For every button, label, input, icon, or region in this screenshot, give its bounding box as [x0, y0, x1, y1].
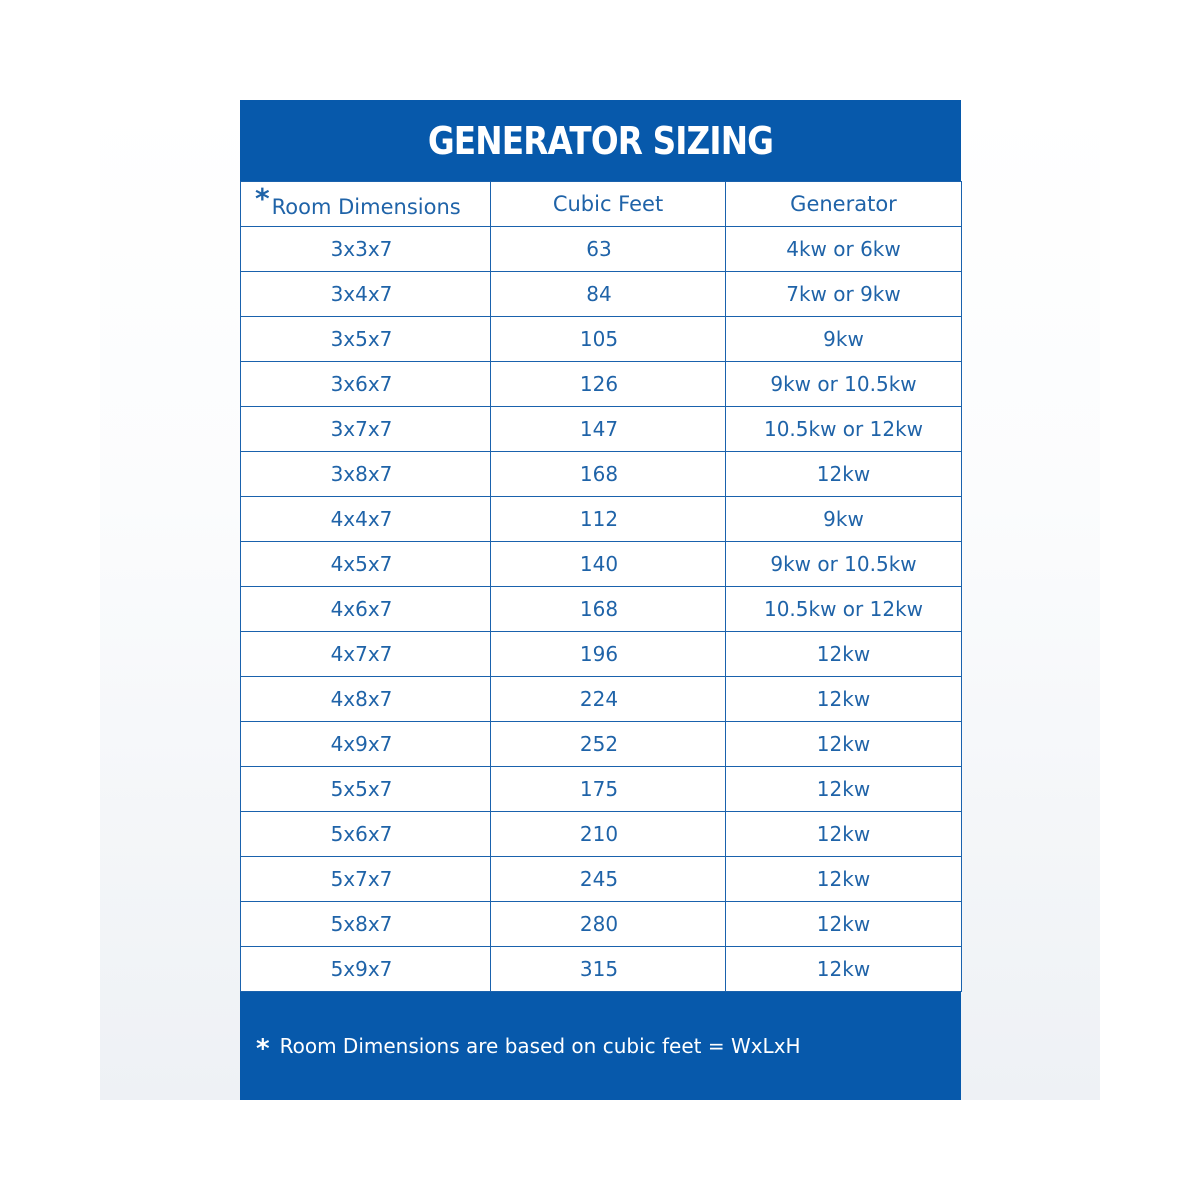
generator-sizing-card — [240, 100, 961, 1100]
cell-room-dimensions: 4x7x7 — [241, 632, 491, 677]
cell-room-dimensions: 4x8x7 — [241, 677, 491, 722]
table-row — [241, 317, 962, 362]
cell-room-dimensions: 4x5x7 — [241, 542, 491, 587]
cell-room-dimensions: 3x5x7 — [241, 317, 491, 362]
cell-generator: 9kw — [726, 497, 962, 542]
cell-generator: 10.5kw or 12kw — [726, 407, 962, 452]
table-row — [241, 902, 962, 947]
cell-cubic-feet: 252 — [491, 722, 726, 767]
table-row — [241, 407, 962, 452]
cell-cubic-feet: 168 — [491, 587, 726, 632]
cell-cubic-feet: 280 — [491, 902, 726, 947]
table-row — [241, 947, 962, 992]
table-row — [241, 362, 962, 407]
cell-cubic-feet: 175 — [491, 767, 726, 812]
cell-room-dimensions: 4x9x7 — [241, 722, 491, 767]
header-room-dimensions-label: Room Dimensions — [271, 194, 461, 219]
cell-room-dimensions: 3x7x7 — [241, 407, 491, 452]
table-row — [241, 587, 962, 632]
cell-cubic-feet: 196 — [491, 632, 726, 677]
header-cubic-feet: Cubic Feet — [491, 182, 726, 227]
footnote — [256, 1030, 801, 1064]
header-generator: Generator — [726, 182, 962, 227]
cell-cubic-feet: 245 — [491, 857, 726, 902]
cell-generator: 9kw — [726, 317, 962, 362]
cell-generator: 12kw — [726, 947, 962, 992]
cell-room-dimensions: 5x9x7 — [241, 947, 491, 992]
cell-room-dimensions: 3x6x7 — [241, 362, 491, 407]
cell-room-dimensions: 5x8x7 — [241, 902, 491, 947]
cell-generator: 9kw or 10.5kw — [726, 542, 962, 587]
cell-cubic-feet: 168 — [491, 452, 726, 497]
cell-cubic-feet: 224 — [491, 677, 726, 722]
table-row — [241, 272, 962, 317]
cell-generator: 9kw or 10.5kw — [726, 362, 962, 407]
cell-cubic-feet: 126 — [491, 362, 726, 407]
table-row — [241, 722, 962, 767]
cell-generator: 12kw — [726, 632, 962, 677]
cell-cubic-feet: 147 — [491, 407, 726, 452]
header-room-dimensions — [241, 182, 491, 227]
cell-room-dimensions: 5x5x7 — [241, 767, 491, 812]
table-row — [241, 497, 962, 542]
cell-generator: 12kw — [726, 722, 962, 767]
cell-cubic-feet: 315 — [491, 947, 726, 992]
cell-cubic-feet: 105 — [491, 317, 726, 362]
cell-room-dimensions: 4x4x7 — [241, 497, 491, 542]
cell-room-dimensions: 5x7x7 — [241, 857, 491, 902]
cell-generator: 12kw — [726, 452, 962, 497]
table-header-row — [241, 182, 962, 227]
table-row — [241, 542, 962, 587]
cell-generator: 12kw — [726, 902, 962, 947]
cell-generator: 4kw or 6kw — [726, 227, 962, 272]
generator-sizing-table — [240, 181, 962, 992]
cell-room-dimensions: 4x6x7 — [241, 587, 491, 632]
cell-room-dimensions: 5x6x7 — [241, 812, 491, 857]
cell-generator: 12kw — [726, 812, 962, 857]
cell-cubic-feet: 63 — [491, 227, 726, 272]
table-row — [241, 812, 962, 857]
table-row — [241, 227, 962, 272]
asterisk-icon: * — [255, 181, 270, 215]
table-row — [241, 632, 962, 677]
asterisk-icon: * — [256, 1034, 270, 1064]
page-title: GENERATOR SIZING — [427, 118, 774, 163]
table-row — [241, 857, 962, 902]
cell-room-dimensions: 3x3x7 — [241, 227, 491, 272]
cell-room-dimensions: 3x4x7 — [241, 272, 491, 317]
cell-cubic-feet: 112 — [491, 497, 726, 542]
cell-generator: 10.5kw or 12kw — [726, 587, 962, 632]
cell-generator: 12kw — [726, 767, 962, 812]
table-row — [241, 452, 962, 497]
table-row — [241, 677, 962, 722]
cell-generator: 7kw or 9kw — [726, 272, 962, 317]
cell-room-dimensions: 3x8x7 — [241, 452, 491, 497]
cell-cubic-feet: 84 — [491, 272, 726, 317]
cell-cubic-feet: 140 — [491, 542, 726, 587]
footnote-text: Room Dimensions are based on cubic feet = WxLxH — [279, 1034, 801, 1058]
cell-generator: 12kw — [726, 677, 962, 722]
cell-generator: 12kw — [726, 857, 962, 902]
table-row — [241, 767, 962, 812]
cell-cubic-feet: 210 — [491, 812, 726, 857]
